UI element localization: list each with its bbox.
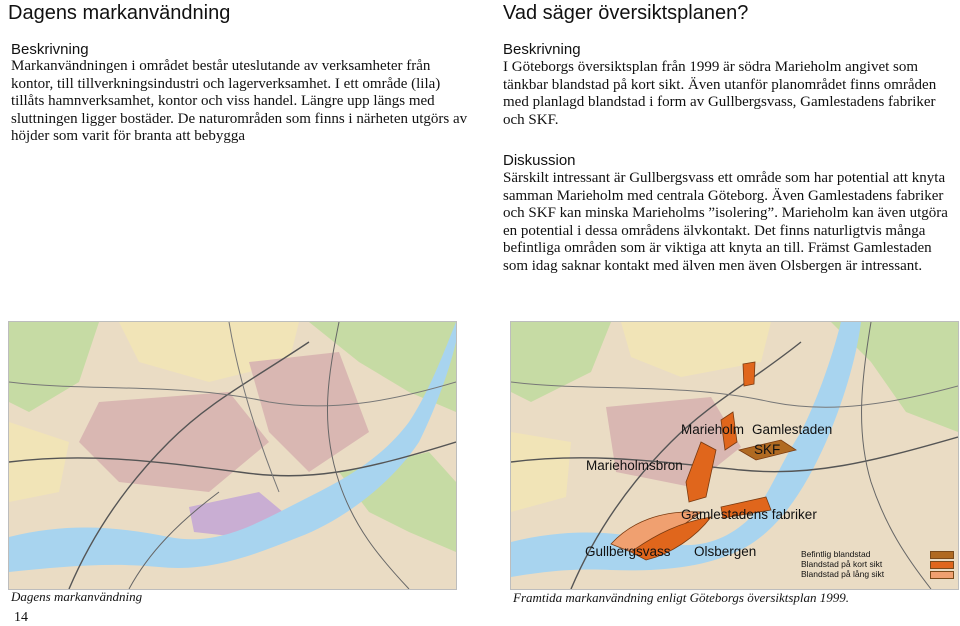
future-land-use-map [510, 321, 959, 590]
map-label-marieholmsbron: Marieholmsbron [586, 458, 683, 473]
current-land-use-map-graphic [9, 322, 456, 589]
discussion-heading: Diskussion [503, 152, 576, 169]
legend-swatch-existing-mixed [930, 551, 954, 559]
legend-label-existing-mixed: Befintlig blandstad [801, 549, 871, 559]
page-number: 14 [14, 610, 28, 625]
right-page-title: Vad säger översiktsplanen? [503, 2, 749, 24]
right-description-heading: Beskrivning [503, 41, 581, 58]
legend-swatch-short-term-mixed [930, 561, 954, 569]
map-label-gamlestaden: Gamlestaden [752, 422, 833, 437]
legend-label-long-term-mixed: Blandstad på lång sikt [801, 569, 885, 579]
left-page-title: Dagens markanvändning [8, 2, 231, 24]
right-description-text: I Göteborgs översiktsplan från 1999 är södra Marieholm angivet som tänkbar blandstad på kort sikt. Även utanför planområdet finns områden med planlagd blandstad i form av Gullbergsvass, Gamlestadens fabriker och SKF. [503, 59, 937, 128]
left-description-text: Markanvändningen i området består uteslutande av verksamheter från kontor, till tillverkningsindustri och lagerverksamhet. I ett område (lila) tillåts hamnverksamhet, kontor och viss handel. Längre upp längs med sluttningen ligger bostäder. De naturområden som finns i närheten utgörs av höjder som varit för branta att bebygga [11, 58, 468, 144]
map-label-gullbergsvass: Gullbergsvass [585, 544, 671, 559]
map-label-olsbergen: Olsbergen [694, 544, 757, 559]
left-map-caption: Dagens markanvändning [11, 589, 143, 604]
right-map-caption: Framtida markanvändning enligt Göteborgs översiktsplan 1999. [513, 590, 850, 605]
discussion-text: Särskilt intressant är Gullbergsvass ett område som har potential att knyta samman Marieholm med centrala Göteborg. Även Gamlestadens fabriker och SKF kan minska Marieholms ”isolering”. Marieholm kan även utgöra en potential i dessa områdens älvkontakt. Det finns naturligtvis många befintliga områden som är viktiga att knyta an till. Främst Gamlestaden som idag saknar kontakt med älven men även Olsbergen är intressant. [503, 170, 948, 274]
legend-swatch-long-term-mixed [930, 571, 954, 579]
left-description-heading: Beskrivning [11, 41, 89, 58]
map-label-gamlestadens-fabriker: Gamlestadens fabriker [681, 507, 817, 522]
map-label-skf: SKF [754, 442, 781, 457]
map-label-marieholm: Marieholm [681, 422, 745, 437]
legend-label-short-term-mixed: Blandstad på kort sikt [801, 559, 883, 569]
current-land-use-map [8, 321, 457, 590]
